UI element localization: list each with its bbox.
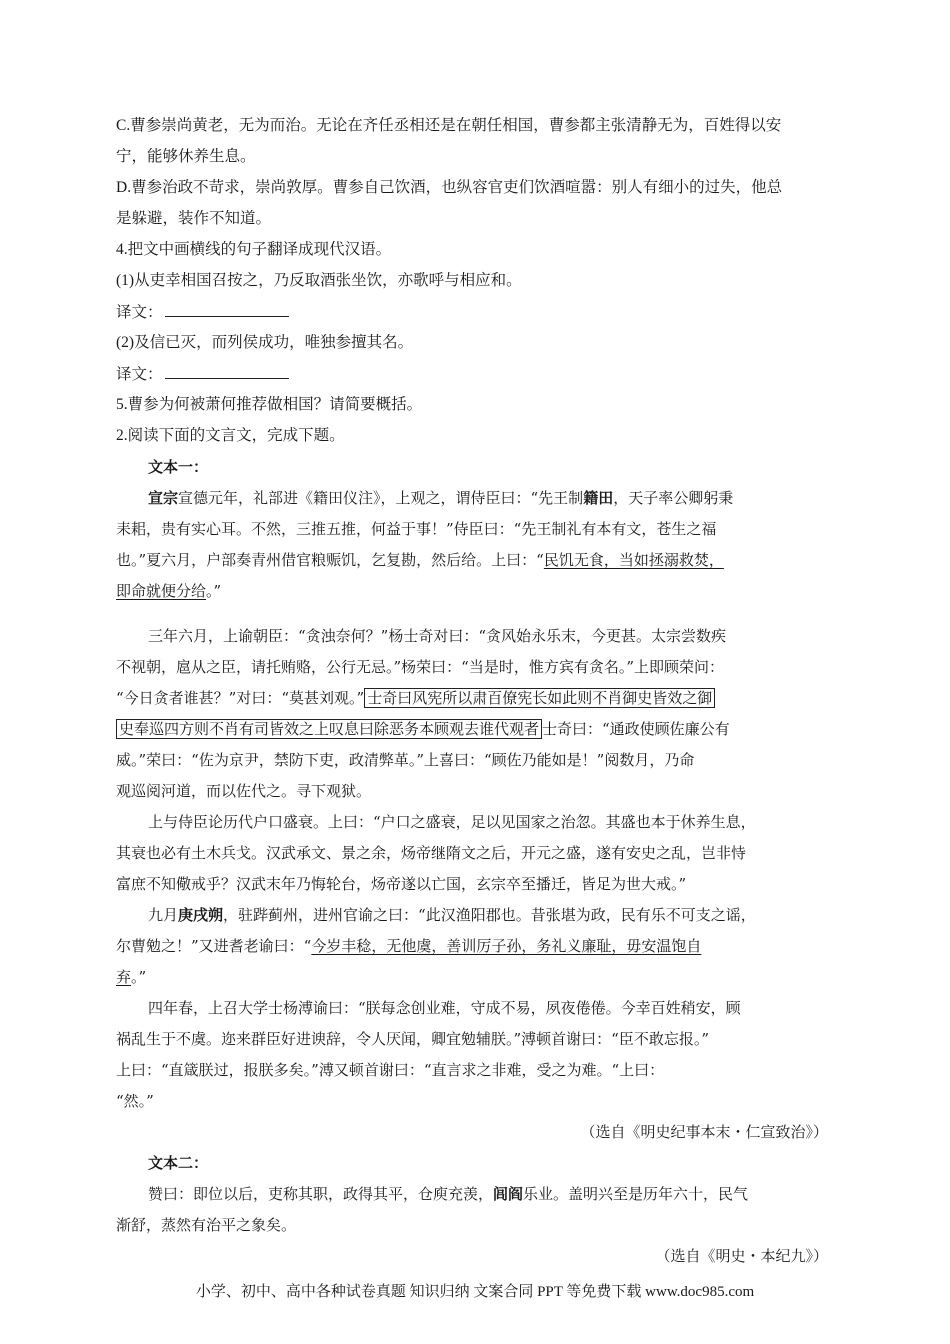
text1-p3-line2: 其衰也必有土木兵戈。汉武承文、景之余，炀帝继隋文之后，开元之盛，遂有安史之乱，岂非恃 <box>116 844 747 862</box>
page-footer: 小学、初中、高中各种试卷真题 知识归纳 文案合同 PPT 等免费下载 www.doc985.com <box>195 1284 755 1300</box>
text1-p2-line4 <box>116 719 730 739</box>
text1-p2-line6: 观巡阅河道，而以佐代之。寻下观狱。 <box>116 782 372 800</box>
answer-line-1 <box>116 302 289 323</box>
text1-p1-line4 <box>116 581 221 601</box>
question-4-2: (2)及信已灭，而列侯成功，唯独参擅其名。 <box>116 334 414 351</box>
text1-p1-line2: 耒耜，贵有实心耳。不然，三推五推，何益于事！”侍臣曰：“先王制礼有本有文，苍生之福 <box>116 520 717 538</box>
option-c-line-1: C.曹参崇尚黄老，无为而治。无论在齐任丞相还是在朝任相国，曹参都主张清静无为，百姓得以安 <box>116 117 782 134</box>
boxed-passage-a: 士奇曰风宪所以肃百僚宪长如此则不肖御史皆效之御 <box>364 688 715 708</box>
keyword-gengxushuo: 庚戌朔 <box>178 906 224 924</box>
text2-source: （选自《明史・本纪九》） <box>655 1247 828 1265</box>
text1-p5-line1: 四年春，上召大学士杨溥谕曰：“朕每念创业难，守成不易，夙夜倦倦。今幸百姓稍安，顾 <box>148 999 741 1017</box>
keyword-xuanzong: 宣宗 <box>148 489 179 507</box>
option-d-line-2: 是躲避，装作不知道。 <box>116 210 272 227</box>
text1-p3-line3: 富庶不知儆戒乎？汉武末年乃悔轮台，炀帝遂以亡国，玄宗卒至播迁，皆足为世大戒。” <box>116 875 687 893</box>
text1-p4-line3 <box>116 967 146 987</box>
answer-line-2 <box>116 364 289 385</box>
question-4: 4.把文中画横线的句子翻译成现代汉语。 <box>116 241 392 258</box>
reading-intro: 2.阅读下面的文言文，完成下题。 <box>116 427 345 444</box>
text1-p2-line2: 不视朝，扈从之臣，请托贿赂，公行无忌。”杨荣曰：“当是时，惟方宾有贪名。”上即顾荣问： <box>116 658 725 676</box>
answer-blank-1[interactable] <box>165 302 289 317</box>
text2-line2: 渐舒，蒸然有治平之象矣。 <box>116 1216 297 1234</box>
answer-blank-2[interactable] <box>165 364 289 379</box>
text-span: 。” <box>206 582 222 600</box>
underlined-sentence-1b: 即命就便分给 <box>116 582 207 600</box>
keyword-jitian: 籍田 <box>583 489 614 507</box>
text2-line1 <box>148 1184 748 1204</box>
text-span: 尔曹勉之！”又进耆老谕曰：“ <box>116 937 312 955</box>
underlined-sentence-1a: 民饥无食，当如拯溺救焚， <box>543 551 724 569</box>
text-span: 。” <box>131 968 147 986</box>
text1-p4-line1 <box>148 905 756 925</box>
boxed-passage-b: 史奉巡四方则不肖有司皆效之上叹息曰除恶务本顾观去谁代观者 <box>116 719 542 739</box>
option-d-line-1: D.曹参治政不苛求，崇尚敦厚。曹参自己饮酒，也纵容官吏们饮酒喧嚣：别人有细小的过失，他总 <box>116 179 783 196</box>
underlined-sentence-2a: 今岁丰稔，无他虞，善训厉子孙，务礼义廉耻，毋安温饱自 <box>311 937 702 955</box>
text1-heading: 文本一： <box>148 458 209 476</box>
text1-p5-line4: “然。” <box>116 1092 154 1110</box>
text-span: 乐业。盖明兴至是历年六十，民气 <box>523 1185 749 1203</box>
text1-p1-line1 <box>148 488 733 508</box>
question-5: 5.曹参为何被萧何推荐做相国？请简要概括。 <box>116 396 423 413</box>
question-4-1: (1)从吏幸相国召按之，乃反取酒张坐饮，亦歌呼与相应和。 <box>116 272 522 289</box>
underlined-sentence-2b: 弃 <box>116 968 132 986</box>
text-span: ，天子率公卿躬秉 <box>613 489 734 507</box>
text1-p5-line3: 上曰：“直箴朕过，报朕多矣。”溥又顿首谢曰：“直言求之非难，受之为难。“上曰： <box>116 1061 665 1079</box>
text-span: “今日贪者谁甚？”对曰：“莫甚刘观。” <box>116 689 365 707</box>
option-c-line-2: 宁，能够休养生息。 <box>116 148 256 165</box>
text-span: 宣德元年，礼部进《籍田仪注》，上观之，谓侍臣曰：“先王制 <box>178 489 584 507</box>
text1-p1-line3 <box>116 550 724 570</box>
keyword-lvyan: 闾阎 <box>493 1185 524 1203</box>
text-span: 九月 <box>148 906 179 924</box>
answer-label-2: 译文： <box>116 366 163 383</box>
answer-label-1: 译文： <box>116 304 163 321</box>
text-span: 士奇曰：“通政使顾佐廉公有 <box>542 720 730 738</box>
text1-p5-line2: 祸乱生于不虞。迩来群臣好进谀辞，令人厌闻，卿宜勉辅朕。”溥顿首谢曰：“臣不敢忘报。” <box>116 1030 710 1048</box>
text-span: 赞曰：即位以后，吏称其职，政得其平，仓庾充羡， <box>148 1185 494 1203</box>
text1-p3-line1: 上与侍臣论历代户口盛衰。上曰：“户口之盛衰，足以见国家之治忽。其盛也本于休养生息， <box>148 813 756 831</box>
text-span: ，驻跸蓟州，进州官谕之曰：“此汉渔阳郡也。昔张堪为政，民有乐不可支之谣， <box>223 906 756 924</box>
text1-p2-line1: 三年六月，上谕朝臣：“贪浊奈何？”杨士奇对曰：“贪风始永乐末，今更甚。太宗尝数疾 <box>148 627 727 645</box>
text1-source: （选自《明史纪事本末・仁宣致治》） <box>580 1123 828 1141</box>
text1-p2-line3 <box>116 688 715 708</box>
text2-heading: 文本二： <box>148 1154 209 1172</box>
text1-p4-line2 <box>116 936 701 956</box>
text-span: 也。”夏六月，户部奏青州借官粮赈饥，乞复勘，然后给。上曰：“ <box>116 551 544 569</box>
text1-p2-line5: 威。”荣曰：“佐为京尹，禁防下吏，政清弊革。”上喜曰：“顾佐乃能如是！”阅数月，乃命 <box>116 751 695 769</box>
